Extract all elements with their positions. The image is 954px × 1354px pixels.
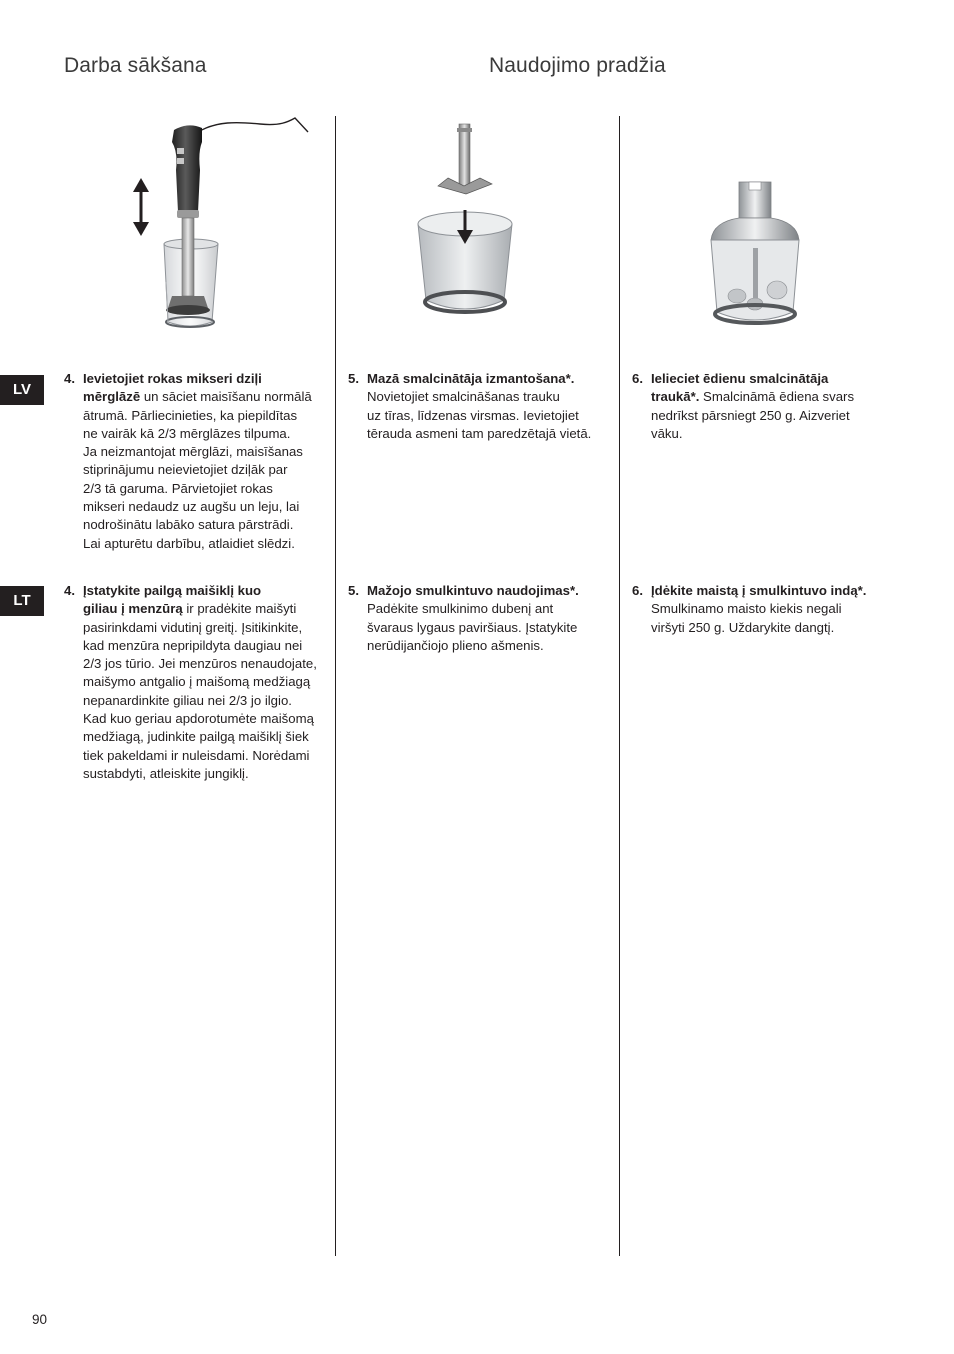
step-body-text: tiek pakeldami ir nuleisdami. Norėdami <box>83 747 310 763</box>
step-text-line <box>367 388 591 406</box>
column-divider <box>619 116 620 1256</box>
step-text-line <box>651 425 854 443</box>
step-text-line <box>367 582 579 600</box>
step-lead-text: Įstatykite pailgą maišiklį kuo <box>83 583 262 598</box>
step-text-line <box>83 516 312 534</box>
step-body-text: kad menzūra nepripildyta daugiau nei <box>83 637 303 653</box>
step-body-text: Smalcināmā ēdiena svars <box>699 389 855 405</box>
step-body-text: Ja neizmantojat mērglāzi, maisīšanas <box>83 444 303 460</box>
step-text-line <box>83 637 317 655</box>
step-lead-text: giliau į menzūrą <box>83 601 183 617</box>
step-body-text: ne vairāk kā 2/3 mērglāzes tilpuma. <box>83 425 291 441</box>
chopper-bowl-with-blade-illustration <box>410 120 520 335</box>
column-divider <box>335 116 336 1256</box>
step-text <box>367 370 591 443</box>
step-body-text: uz tīras, līdzenas virsmas. Ievietojiet <box>367 407 579 423</box>
step-text-line <box>83 710 317 728</box>
language-tab-lv: LV <box>0 375 44 405</box>
closed-chopper-with-food-illustration <box>705 178 805 330</box>
step-body-text: Kad kuo geriau apdorotumėte maišomą <box>83 711 314 727</box>
step-text-line <box>83 370 312 388</box>
step-text-line <box>367 637 579 655</box>
step-text-line <box>83 582 317 600</box>
page-heading-lt: Naudojimo pradžia <box>489 54 666 78</box>
step-body-text: ātrumā. Pārliecinieties, ka piepildītas <box>83 407 298 423</box>
step-number: 6. <box>632 371 643 386</box>
step-number: 6. <box>632 583 643 598</box>
step-lead-text: Mažojo smulkintuvo naudojimas*. <box>367 583 579 598</box>
step-body-text: Padėkite smulkinimo dubenį ant <box>367 601 554 617</box>
step-body-text: un sāciet maisīšanu normālā <box>140 389 312 405</box>
step-text-line <box>83 498 312 516</box>
step-text-line <box>83 480 312 498</box>
step-body-text: sustabdyti, atleiskite jungiklį. <box>83 765 249 781</box>
step-text-line <box>83 728 317 746</box>
step-body-text: Smulkinamo maisto kiekis negali <box>651 601 842 617</box>
up-down-arrow-icon <box>133 178 149 236</box>
step-body-text: tērauda asmeni tam paredzētajā vietā. <box>367 425 592 441</box>
step-text-line <box>83 388 312 406</box>
step-body-text: viršyti 250 g. Uždarykite dangtį. <box>651 619 835 635</box>
step-text-line <box>83 407 312 425</box>
step-body-text: 2/3 jos tūrio. Jei menzūros nenaudojate, <box>83 656 317 672</box>
step-number: 4. <box>64 371 75 386</box>
page-heading-lv: Darba sākšana <box>64 54 207 78</box>
step-text-line <box>83 425 312 443</box>
step-body-text: nepanardinkite giliau nei 2/3 jo ilgio. <box>83 692 292 708</box>
step-body-text: nedrīkst pārsniegt 250 g. Aizveriet <box>651 407 850 423</box>
step-body-text: Novietojiet smalcināšanas trauku <box>367 389 560 405</box>
step-text-line <box>651 582 866 600</box>
page-number: 90 <box>32 1312 48 1327</box>
step-lead-text: Ielieciet ēdienu smalcinātāja <box>651 371 829 386</box>
step-text-line <box>651 407 854 425</box>
step-text-line <box>367 370 591 388</box>
step-number: 4. <box>64 583 75 598</box>
step-number: 5. <box>348 583 359 598</box>
hand-blender-in-beaker-illustration <box>120 112 320 337</box>
step-text-line <box>367 407 591 425</box>
step-body-text: pasirinkdami vidutinį greitį. Įsitikinkite, <box>83 619 303 635</box>
step-body-text: vāku. <box>651 425 683 441</box>
step-body-text: stiprinājumu neievietojiet dziļāk par <box>83 462 288 478</box>
step-body-text: ir pradėkite maišyti <box>182 601 297 617</box>
step-text-line <box>651 600 866 618</box>
step-text-line <box>367 425 591 443</box>
step-text-line <box>651 370 854 388</box>
step-body-text: maišymo antgalio į maišomą medžiagą <box>83 674 311 690</box>
step-text <box>83 370 312 553</box>
step-text-line <box>83 619 317 637</box>
step-text <box>651 370 854 443</box>
step-text-line <box>83 443 312 461</box>
step-body-text: mikseri nedaudz uz augšu un leju, lai <box>83 499 300 515</box>
language-tab-lt: LT <box>0 586 44 616</box>
step-lead-text: mērglāzē <box>83 389 141 405</box>
step-text <box>367 582 579 655</box>
step-text-line <box>83 461 312 479</box>
step-text-line <box>651 619 866 637</box>
step-body-text: medžiagą, judinkite pailgą maišiklį šiek <box>83 729 309 745</box>
step-body-text: 2/3 tā garuma. Pārvietojiet rokas <box>83 480 273 496</box>
step-text-line <box>367 619 579 637</box>
step-body-text: nodrošinātu labāko satura pārstrādi. <box>83 517 294 533</box>
step-text-line <box>83 673 317 691</box>
step-body-text: nerūdijančiojo plieno ašmenis. <box>367 637 544 653</box>
step-lead-text: Mazā smalcinātāja izmantošana*. <box>367 371 575 386</box>
step-text-line <box>83 600 317 618</box>
step-lead-text: Įdėkite maistą į smulkintuvo indą*. <box>651 583 867 598</box>
step-text-line <box>651 388 854 406</box>
step-text-line <box>83 692 317 710</box>
step-text-line <box>367 600 579 618</box>
step-text <box>651 582 866 637</box>
step-lead-text: traukā*. <box>651 389 700 405</box>
step-lead-text: Ievietojiet rokas mikseri dziļi <box>83 371 262 386</box>
step-number: 5. <box>348 371 359 386</box>
step-text-line <box>83 765 317 783</box>
step-text-line <box>83 747 317 765</box>
step-text-line <box>83 655 317 673</box>
step-text-line <box>83 535 312 553</box>
step-text <box>83 582 317 783</box>
step-body-text: Lai apturētu darbību, atlaidiet slēdzi. <box>83 535 295 551</box>
step-body-text: švaraus lygaus paviršiaus. Įstatykite <box>367 619 578 635</box>
